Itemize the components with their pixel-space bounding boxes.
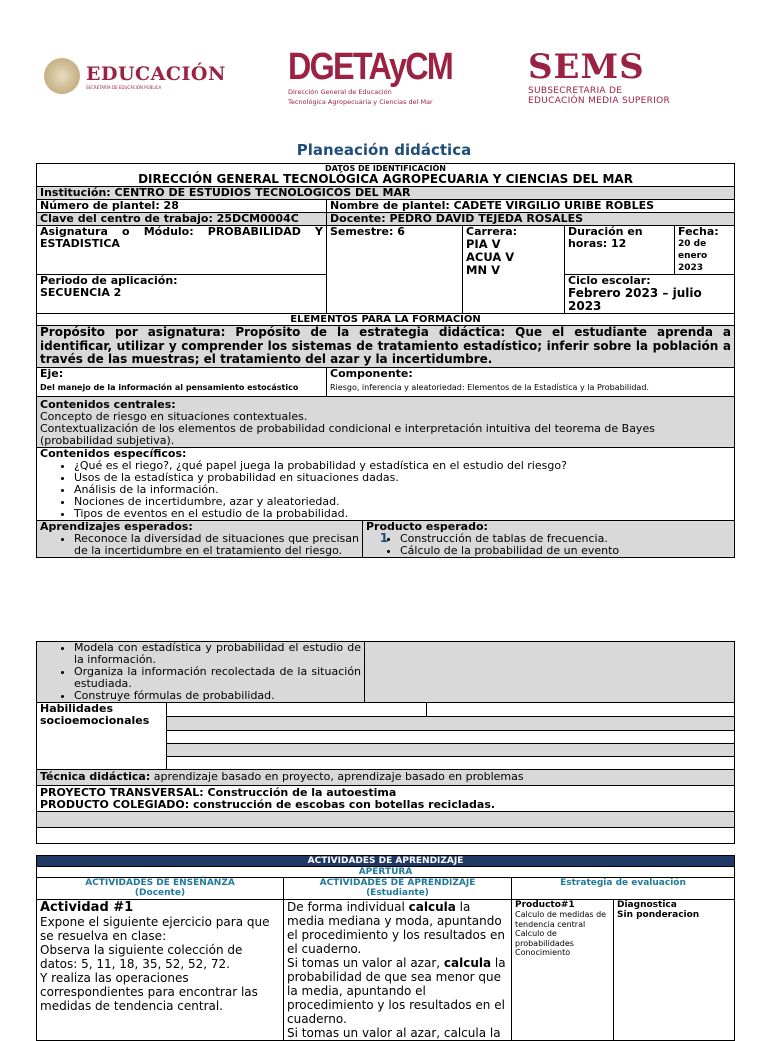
col-aprendizaje-title: ACTIVIDADES DE APRENDIZAJE [319, 878, 476, 888]
est-p2-c: la probabilidad de que sea menor que la media, apuntando el procedimiento y los resultados en el cuaderno. [287, 956, 506, 1026]
periodo-label: Periodo de aplicación: [40, 274, 178, 287]
proposito: Propósito por asignatura: Propósito de la estrategia didáctica: Que el estudiante aprenda a identificar, utilizar y comprender los sistemas de tratamiento estadístico; inferir sobre la población a través de las muestras; el tratamiento del azar y la incertidumbre. [37, 326, 735, 368]
diagnostica-cell [614, 900, 735, 1041]
habilidades-row-2 [167, 717, 735, 731]
tecnica-cell [37, 770, 735, 786]
activities-table [36, 855, 735, 1041]
producto-title: Producto#1 [515, 900, 575, 910]
col-ensenanza-title: ACTIVIDADES DE ENSEÑANZA [85, 878, 235, 888]
fecha: 20 de enero 2023 [678, 239, 708, 273]
page-title: Planeación didáctica [296, 141, 472, 159]
producto-line-1: Calculo de medidas de tendencia central [515, 910, 607, 929]
sems-logo-subtitle-1: SUBSECRETARIA DE [528, 86, 623, 96]
proyecto-transversal: PROYECTO TRANSVERSAL: Construcción de la autoestima [40, 786, 397, 799]
dgetaycm-logo-subtitle-1: Dirección General de Educación [288, 88, 392, 96]
especifico-item: • Usos de la estadística y probabilidad en situaciones dadas. [74, 472, 731, 484]
col-ensenanza [37, 878, 284, 900]
producto-colegiado: PRODUCTO COLEGIADO: construcción de escobas con botellas recicladas. [40, 798, 496, 811]
producto-cont-cell [365, 642, 735, 703]
aprendizaje-item: • Reconoce la diversidad de situaciones que precisan de la incertidumbre en el tratamiento del riesgo. [74, 533, 359, 557]
habilidades-label: Habilidades socioemocionales [37, 703, 167, 770]
especifico-item: • Tipos de eventos en el estudio de la probabilidad. [74, 508, 731, 520]
estudiante-activity-cell [284, 900, 512, 1041]
educacion-logo-text: EDUCACIÓN [86, 62, 226, 85]
numero-plantel: Número de plantel: 28 [37, 200, 327, 213]
actividades-heading: ACTIVIDADES DE APRENDIZAJE [37, 856, 735, 867]
docente-activity-cell [37, 900, 284, 1041]
dgetaycm-logo-subtitle-2: Tecnológica Agropecuaria y Ciencias del Mar [288, 98, 433, 106]
est-p1-b: calcula [408, 900, 456, 914]
duracion: Duración en horas: 12 [565, 226, 675, 275]
header-logos [0, 48, 768, 118]
producto-item: • Construcción de tablas de frecuencia. [400, 533, 731, 545]
institucion: Institución: CENTRO DE ESTUDIOS TECNOLÓGICOS DEL MAR [37, 187, 735, 200]
elementos-heading: ELEMENTOS PARA LA FORMACIÓN [37, 314, 735, 326]
componente-label: Componente: [330, 366, 413, 380]
col-ensenanza-sub: (Docente) [134, 888, 186, 898]
educacion-logo-subtitle: SECRETARÍA DE EDUCACIÓN PÚBLICA [86, 84, 162, 90]
aprendizajes-cont-list [74, 642, 361, 702]
docente-line-2: Observa la siguiente colección de datos: 5, 11, 18, 35, 52, 52, 72. [40, 943, 243, 971]
estudiante-paragraph-2 [287, 956, 508, 1026]
direccion-title: DIRECCIÓN GENERAL TECNOLÓGICA AGROPECUARIA Y CIENCIAS DEL MAR [138, 172, 633, 186]
docente: Docente: PEDRO DAVID TEJEDA ROSALES [327, 213, 735, 226]
est-p1-a: De forma individual [287, 900, 409, 914]
datos-heading-cell [37, 164, 735, 187]
carrera-3: MN V [466, 263, 500, 277]
sems-logo [528, 48, 670, 106]
especifico-item: • Nociones de incertidumbre, azar y aleatoriedad. [74, 496, 731, 508]
nombre-plantel: Nombre de plantel: CADETE VIRGILIO URIBE ROBLES [327, 200, 735, 213]
estudiante-paragraph-1 [287, 900, 508, 956]
fecha-cell [675, 226, 735, 275]
aprendizajes-cont-cell [37, 642, 365, 703]
estudiante-paragraph-3: Si tomas un valor al azar, calcula la [287, 1026, 501, 1040]
eje-cell [37, 367, 327, 396]
periodo: SECUENCIA 2 [40, 286, 122, 299]
blank-row-1 [37, 812, 735, 828]
datos-heading: DATOS DE IDENTIFICACIÓN [325, 164, 446, 173]
carrera-2: ACUA V [466, 250, 515, 264]
tecnica-label: Técnica didáctica: [40, 770, 151, 783]
carrera-1: PIA V [466, 237, 501, 251]
dgetaycm-logo-text: DGETAyCM [288, 46, 453, 88]
docente-line-3: Y realiza las operaciones correspondientes para encontrar las medidas de tendencia central. [40, 971, 258, 1013]
centrales-label: Contenidos centrales: [40, 397, 176, 411]
diagnostica: Diagnostica [617, 900, 677, 910]
contenidos-especificos-cell [37, 447, 735, 520]
col-aprendizaje [284, 878, 512, 900]
col-estrategia: Estrategia de evaluación [512, 878, 735, 900]
fecha-label: Fecha: [678, 225, 719, 238]
carrera-cell [463, 226, 565, 314]
ciclo-label: Ciclo escolar: [568, 274, 651, 287]
eje: Del manejo de la información al pensamiento estocástico [40, 382, 299, 392]
educacion-logo [44, 58, 226, 94]
blank-row-2 [37, 828, 735, 844]
apertura-heading: APERTURA [37, 867, 735, 878]
habilidades-cell-2 [427, 703, 735, 717]
ciclo: Febrero 2023 – julio 2023 [568, 286, 702, 313]
habilidades-row-4 [167, 744, 735, 757]
producto-line-3: Conocimiento [515, 948, 571, 957]
producto-label: Producto esperado: [366, 519, 488, 533]
docente-line-1: Expone el siguiente ejercicio para que se resuelva en clase: [40, 915, 270, 943]
producto-line-2: Calculo de probabilidades [515, 929, 574, 948]
producto-evaluacion-cell [512, 900, 614, 1041]
aprendizaje-cont-item: • Modela con estadística y probabilidad el estudio de la información. [74, 642, 361, 666]
col-aprendizaje-sub: (Estudiante) [366, 888, 429, 898]
seal-icon [44, 58, 80, 94]
page-number: 1 [379, 531, 389, 545]
central-item-2: Contextualización de los elementos de probabilidad condicional e interpretación intuitiva del teorema de Bayes (probabilidad subjetiva). [40, 421, 655, 447]
est-p2-a: Si tomas un valor al azar, [287, 956, 444, 970]
clave-centro: Clave del centro de trabajo: 25DCM0004C [37, 213, 327, 226]
aprendizaje-cont-item: • Organiza la información recolectada de la situación estudiada. [74, 666, 361, 690]
habilidades-row-3 [167, 731, 735, 744]
producto-item: • Cálculo de la probabilidad de un evento [400, 545, 731, 557]
componente: Riesgo, inferencia y aleatoriedad: Elementos de la Estadística y la Probabilidad. [330, 382, 649, 392]
sems-logo-subtitle-2: EDUCACIÓN MEDIA SUPERIOR [528, 96, 671, 106]
dgetaycm-logo [288, 48, 481, 106]
est-p2-b: calcula [443, 956, 492, 970]
ciclo-cell [565, 275, 735, 314]
asignatura: Asignatura o Módulo: PROBABILIDAD Y ESTADISTICA [37, 226, 327, 275]
est-p1-c: la media mediana y moda, apuntando el procedimiento y los resultados en el cuaderno. [287, 900, 505, 956]
especifico-item: • ¿Qué es el riego?, ¿qué papel juega la probabilidad y estadística en el estudio del riesgo? [74, 460, 731, 472]
aprendizaje-cont-item: • Construye fórmulas de probabilidad. [74, 690, 361, 702]
periodo-cell [37, 275, 327, 314]
especificos-list [74, 460, 731, 520]
componente-cell [327, 367, 735, 396]
habilidades-cell-1 [167, 703, 427, 717]
continuation-table [36, 641, 735, 844]
semestre: Semestre: 6 [327, 226, 463, 314]
proyecto-cell [37, 786, 735, 812]
contenidos-centrales-cell [37, 396, 735, 447]
central-item-1: Concepto de riesgo en situaciones contextuales. [40, 409, 308, 423]
carrera-label: Carrera: [466, 225, 518, 238]
ponderacion: Sin ponderacion [617, 910, 700, 920]
tecnica: aprendizaje basado en proyecto, aprendizaje basado en problemas [150, 770, 524, 783]
especificos-label: Contenidos específicos: [40, 446, 187, 460]
identification-table [36, 163, 735, 558]
actividad-title: Actividad #1 [40, 900, 134, 915]
especifico-item: • Análisis de la información. [74, 484, 731, 496]
eje-label: Eje: [40, 366, 64, 380]
sems-logo-text: SEMS [528, 47, 645, 87]
habilidades-row-5 [167, 757, 735, 770]
aprendizajes-label: Aprendizajes esperados: [40, 519, 193, 533]
